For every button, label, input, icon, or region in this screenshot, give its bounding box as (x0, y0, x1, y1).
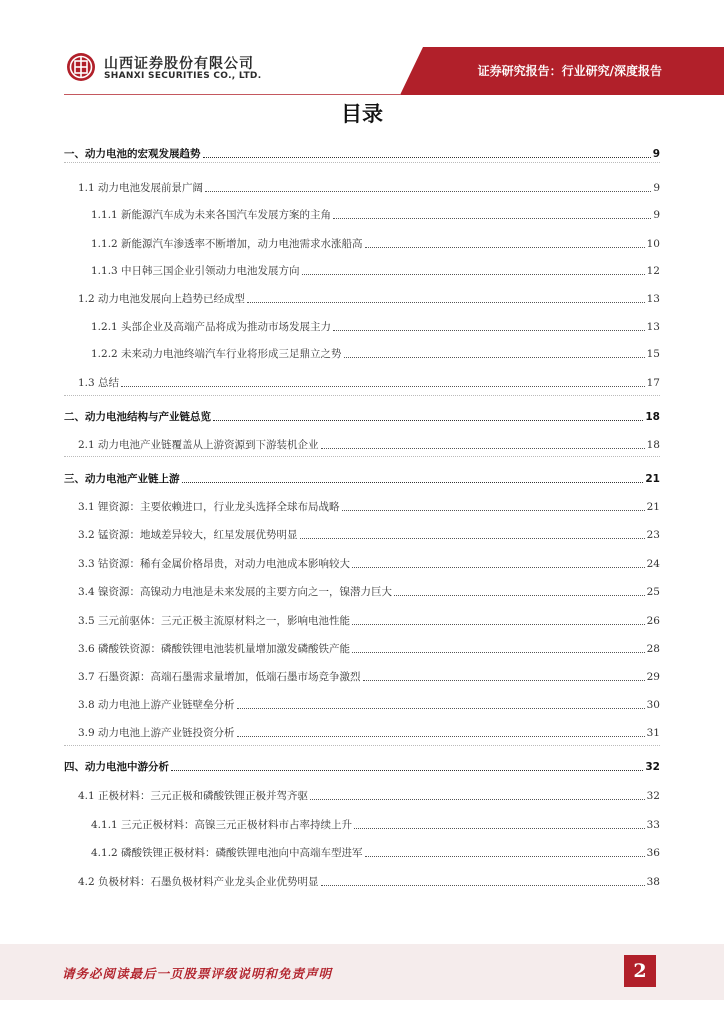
toc-entry[interactable] (64, 496, 660, 514)
dot-leader (333, 330, 645, 331)
toc-entry[interactable] (64, 666, 660, 684)
dot-leader (342, 510, 645, 511)
section-divider (64, 745, 660, 746)
dot-leader (237, 736, 645, 737)
dot-leader (171, 770, 643, 771)
toc-entry-page: 13 (646, 293, 660, 305)
toc-entry-page: 17 (646, 377, 660, 389)
toc-entry-page: 24 (646, 558, 660, 570)
toc-entry-title: 1.2 动力电池发展向上趋势已经成型 (78, 293, 246, 305)
toc-entry[interactable] (64, 288, 660, 306)
toc-entry[interactable] (64, 553, 660, 571)
dot-leader (203, 157, 651, 158)
toc-entry-title: 1.1.1 新能源汽车成为未来各国汽车发展方案的主角 (91, 209, 332, 221)
dot-leader (363, 680, 645, 681)
toc-entry-title: 1.2.2 未来动力电池终端汽车行业将形成三足鼎立之势 (91, 348, 342, 360)
toc-entry-title: 二、动力电池结构与产业链总览 (64, 411, 211, 423)
toc-entry-page: 21 (645, 473, 660, 485)
toc-entry-page: 25 (646, 586, 660, 598)
toc-entry[interactable] (64, 722, 660, 740)
page-header (0, 0, 724, 95)
toc-entry-page: 30 (646, 699, 660, 711)
toc-entry-page: 28 (646, 643, 660, 655)
dot-leader (310, 799, 645, 800)
dot-leader (213, 420, 643, 421)
toc-entry-title: 4.1.2 磷酸铁锂正极材料：磷酸铁锂电池向中高端车型进军 (91, 847, 363, 859)
toc-entry-page: 21 (646, 501, 660, 513)
toc-entry-title: 1.1 动力电池发展前景广阔 (78, 182, 204, 194)
toc-entry[interactable] (64, 581, 660, 599)
dot-leader (321, 448, 645, 449)
toc-entry-title: 3.9 动力电池上游产业链投资分析 (78, 727, 235, 739)
company-name-cn: 山西证券股份有限公司 (104, 56, 254, 72)
dot-leader (354, 828, 645, 829)
section-divider (64, 162, 660, 163)
dot-leader (394, 595, 645, 596)
toc-entry-title: 3.5 三元前驱体：三元正极主流原材料之一，影响电池性能 (78, 615, 351, 627)
dot-leader (344, 357, 645, 358)
toc-entry-page: 9 (652, 148, 660, 160)
toc-entry-title: 2.1 动力电池产业链覆盖从上游资源到下游装机企业 (78, 439, 319, 451)
toc-entry-page: 9 (653, 209, 660, 221)
toc-entry[interactable] (64, 434, 660, 452)
toc-entry[interactable] (64, 343, 660, 361)
dot-leader (333, 218, 651, 219)
toc-entry-page: 10 (646, 238, 660, 250)
toc-title: 目录 (341, 102, 383, 126)
disclaimer-notice: 请务必阅读最后一页股票评级说明和免责声明 (62, 966, 333, 981)
dot-leader (352, 567, 645, 568)
toc-entry-title: 3.1 锂资源：主要依赖进口，行业龙头选择全球布局战略 (78, 501, 340, 513)
toc-entry-title: 1.3 总结 (78, 377, 120, 389)
toc-entry-page: 38 (646, 876, 660, 888)
toc-entry[interactable] (64, 233, 660, 251)
dot-leader (352, 652, 645, 653)
toc-entry[interactable] (64, 814, 660, 832)
toc-entry-title: 3.3 钴资源：稀有金属价格昂贵，对动力电池成本影响较大 (78, 558, 351, 570)
toc-entry[interactable] (64, 638, 660, 656)
toc-entry-title: 3.7 石墨资源：高端石墨需求量增加，低端石墨市场竞争激烈 (78, 671, 361, 683)
toc-entry[interactable] (64, 204, 660, 222)
toc-entry-page: 31 (646, 727, 660, 739)
dot-leader (352, 624, 645, 625)
toc-entry-title: 一、动力电池的宏观发展趋势 (64, 148, 201, 160)
dot-leader (300, 538, 645, 539)
toc-entry[interactable] (64, 260, 660, 278)
toc-entry-title: 3.6 磷酸铁资源：磷酸铁锂电池装机量增加激发磷酸铁产能 (78, 643, 351, 655)
dot-leader (321, 885, 645, 886)
toc-entry-title: 1.2.1 头部企业及高端产品将成为推动市场发展主力 (91, 321, 332, 333)
section-divider (64, 395, 660, 396)
toc-entry-page: 23 (646, 529, 660, 541)
toc-entry-title: 4.1 正极材料：三元正极和磷酸铁锂正极并驾齐驱 (78, 790, 309, 802)
toc-entry-title: 3.8 动力电池上游产业链壁垒分析 (78, 699, 235, 711)
toc-entry-title: 四、动力电池中游分析 (64, 761, 169, 773)
toc-entry-page: 18 (646, 439, 660, 451)
toc-entry[interactable] (64, 694, 660, 712)
toc-entry-title: 4.1.1 三元正极材料：高镍三元正极材料市占率持续上升 (91, 819, 353, 831)
dot-leader (205, 191, 651, 192)
toc-entry[interactable] (64, 372, 660, 390)
toc-entry[interactable] (64, 406, 660, 424)
section-divider (64, 456, 660, 457)
toc-entry-page: 18 (645, 411, 660, 423)
toc-entry[interactable] (64, 524, 660, 542)
toc-entry-page: 36 (646, 847, 660, 859)
toc-entry-title: 三、动力电池产业链上游 (64, 473, 180, 485)
dot-leader (365, 247, 645, 248)
toc-entry-page: 12 (646, 265, 660, 277)
toc-entry[interactable] (64, 871, 660, 889)
toc-entry-page: 9 (653, 182, 660, 194)
dot-leader (182, 482, 644, 483)
toc-entry[interactable] (64, 316, 660, 334)
toc-entry-title: 1.1.3 中日韩三国企业引领动力电池发展方向 (91, 265, 300, 277)
company-name-en: SHANXI SECURITIES CO., LTD. (104, 71, 262, 81)
company-logo-icon (66, 52, 96, 82)
toc-entry[interactable] (64, 756, 660, 774)
dot-leader (237, 708, 645, 709)
toc-entry[interactable] (64, 785, 660, 803)
toc-entry-title: 4.2 负极材料：石墨负极材料产业龙头企业优势明显 (78, 876, 319, 888)
toc-entry-page: 29 (646, 671, 660, 683)
toc-entry-page: 32 (645, 761, 660, 773)
toc-entry[interactable] (64, 842, 660, 860)
toc-entry-page: 33 (646, 819, 660, 831)
dot-leader (247, 302, 645, 303)
toc-entry-page: 15 (646, 348, 660, 360)
dot-leader (121, 386, 645, 387)
toc-entry[interactable] (64, 610, 660, 628)
report-type-label: 证券研究报告：行业研究/深度报告 (477, 64, 662, 78)
toc-entry-page: 13 (646, 321, 660, 333)
toc-entry-title: 1.1.2 新能源汽车渗透率不断增加，动力电池需求水涨船高 (91, 238, 363, 250)
toc-entry-page: 32 (646, 790, 660, 802)
toc-entry[interactable] (64, 177, 660, 195)
toc-entry[interactable] (64, 468, 660, 486)
page-number: 2 (624, 955, 656, 987)
dot-leader (302, 274, 645, 275)
toc-entry-title: 3.4 镍资源：高镍动力电池是未来发展的主要方向之一，镍潜力巨大 (78, 586, 393, 598)
toc-entry-title: 3.2 锰资源：地域差异较大，红星发展优势明显 (78, 529, 298, 541)
toc-entry-page: 26 (646, 615, 660, 627)
toc-entry[interactable] (64, 143, 660, 161)
dot-leader (365, 856, 645, 857)
